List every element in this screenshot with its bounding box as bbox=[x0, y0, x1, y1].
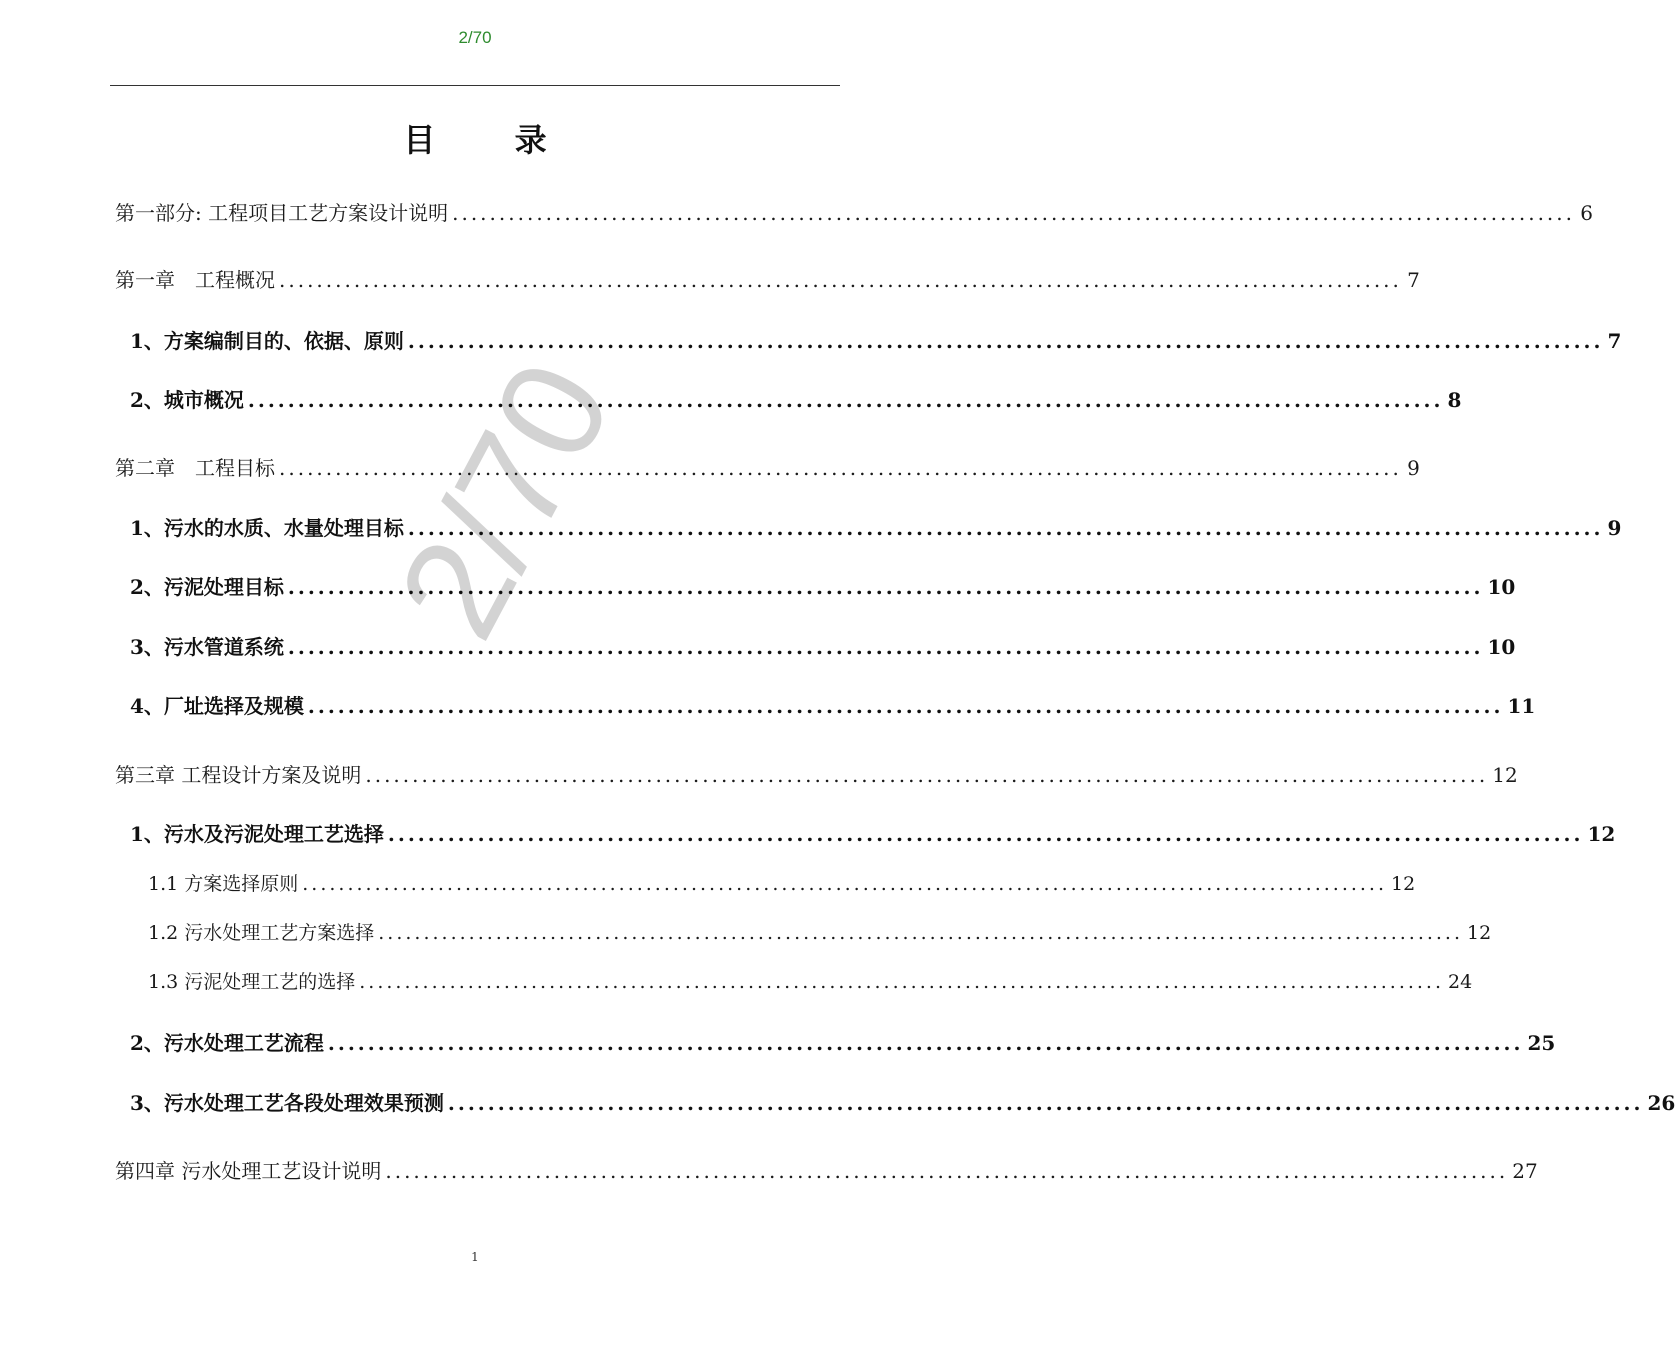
toc-entry-page: 7 bbox=[1607, 329, 1622, 353]
toc-entry[interactable] bbox=[130, 818, 1616, 847]
toc-leader-dots: ........................................................................................................................ bbox=[378, 922, 1464, 944]
toc-entry-text: 1.2 污水处理工艺方案选择 bbox=[148, 922, 375, 944]
toc-leader-dots: ........................................................................................................................ bbox=[447, 1091, 1644, 1115]
toc-entry-text: 2、污水处理工艺流程 bbox=[130, 1031, 324, 1055]
toc-leader-dots: ........................................................................................................................ bbox=[365, 763, 1489, 787]
toc-entry-page: 26 bbox=[1647, 1091, 1675, 1115]
toc-entry-text: 1、方案编制目的、依据、原则 bbox=[130, 329, 404, 353]
toc-entry-page: 8 bbox=[1447, 388, 1462, 412]
toc-entry-text: 1、污水的水质、水量处理目标 bbox=[130, 516, 404, 540]
toc-entry-page: 27 bbox=[1512, 1159, 1538, 1183]
toc-entry[interactable] bbox=[115, 197, 1593, 226]
toc-leader-dots: ........................................................................................................................ bbox=[279, 268, 1402, 292]
toc-entry-page: 10 bbox=[1487, 635, 1516, 659]
toc-entry[interactable] bbox=[130, 1087, 1675, 1116]
toc-entry-text: 第一章 工程概况 bbox=[115, 268, 275, 292]
toc-leader-dots: ........................................................................................................................ bbox=[327, 1031, 1524, 1055]
toc-entry[interactable] bbox=[130, 571, 1516, 600]
toc-entry-page: 12 bbox=[1391, 873, 1416, 895]
watermark: 2/70 bbox=[366, 336, 643, 662]
header-rule bbox=[110, 85, 840, 86]
toc-entry-text: 3、污水处理工艺各段处理效果预测 bbox=[130, 1091, 444, 1115]
toc-entry-text: 1、污水及污泥处理工艺选择 bbox=[130, 822, 384, 846]
toc-entry-page: 10 bbox=[1487, 575, 1516, 599]
toc-entry[interactable] bbox=[148, 918, 1492, 945]
toc-title: 目 录 bbox=[403, 121, 581, 159]
toc-entry-page: 12 bbox=[1467, 922, 1492, 944]
toc-entry[interactable] bbox=[115, 264, 1420, 293]
toc-leader-dots: ........................................................................................................................ bbox=[385, 1159, 1509, 1183]
toc-entry[interactable] bbox=[115, 452, 1420, 481]
toc-entry-page: 12 bbox=[1492, 763, 1518, 787]
toc-entry-text: 第二章 工程目标 bbox=[115, 456, 275, 480]
toc-entry-page: 24 bbox=[1448, 971, 1473, 993]
toc-entry[interactable] bbox=[130, 631, 1516, 660]
toc-leader-dots: ........................................................................................................................ bbox=[247, 388, 1444, 412]
toc-entry-text: 第一部分: 工程项目工艺方案设计说明 bbox=[115, 201, 449, 225]
toc-leader-dots: ........................................................................................................................ bbox=[407, 329, 1604, 353]
toc-entry-page: 9 bbox=[1607, 516, 1622, 540]
toc-entry[interactable] bbox=[148, 869, 1416, 896]
toc-leader-dots: ........................................................................................................................ bbox=[407, 516, 1604, 540]
page-indicator: 2/70 bbox=[458, 28, 492, 47]
toc-entry[interactable] bbox=[148, 967, 1473, 994]
toc-entry[interactable] bbox=[130, 690, 1536, 719]
toc-entry-page: 6 bbox=[1580, 201, 1593, 225]
toc-leader-dots: ........................................................................................................................ bbox=[307, 694, 1504, 718]
toc-entry-page: 12 bbox=[1587, 822, 1616, 846]
toc-leader-dots: ........................................................................................................................ bbox=[302, 873, 1388, 895]
toc-entry[interactable] bbox=[130, 384, 1462, 413]
toc-entry[interactable] bbox=[115, 759, 1518, 788]
toc-entry[interactable] bbox=[130, 325, 1622, 354]
toc-leader-dots: ........................................................................................................................ bbox=[287, 575, 1484, 599]
toc-entry-text: 4、厂址选择及规模 bbox=[130, 694, 304, 718]
toc-entry-text: 第四章 污水处理工艺设计说明 bbox=[115, 1159, 382, 1183]
toc-entry-text: 2、污泥处理目标 bbox=[130, 575, 284, 599]
toc-entry-text: 1.1 方案选择原则 bbox=[148, 873, 299, 895]
toc-entry-text: 3、污水管道系统 bbox=[130, 635, 284, 659]
toc-entry-page: 9 bbox=[1407, 456, 1420, 480]
toc-leader-dots: ........................................................................................................................ bbox=[452, 201, 1575, 225]
toc-entry[interactable] bbox=[130, 1027, 1556, 1056]
toc-entry-page: 25 bbox=[1527, 1031, 1556, 1055]
toc-entry-text: 2、城市概况 bbox=[130, 388, 244, 412]
page-number: 1 bbox=[471, 1250, 479, 1264]
toc-leader-dots: ........................................................................................................................ bbox=[279, 456, 1402, 480]
toc-entry-text: 第三章 工程设计方案及说明 bbox=[115, 763, 362, 787]
toc-entry[interactable] bbox=[115, 1155, 1538, 1184]
toc-leader-dots: ........................................................................................................................ bbox=[387, 822, 1584, 846]
toc-entry-text: 1.3 污泥处理工艺的选择 bbox=[148, 971, 356, 993]
toc-entry-page: 11 bbox=[1507, 694, 1536, 718]
toc-leader-dots: ........................................................................................................................ bbox=[359, 971, 1445, 993]
toc-leader-dots: ........................................................................................................................ bbox=[287, 635, 1484, 659]
toc-entry[interactable] bbox=[130, 512, 1622, 541]
toc-entry-page: 7 bbox=[1407, 268, 1420, 292]
